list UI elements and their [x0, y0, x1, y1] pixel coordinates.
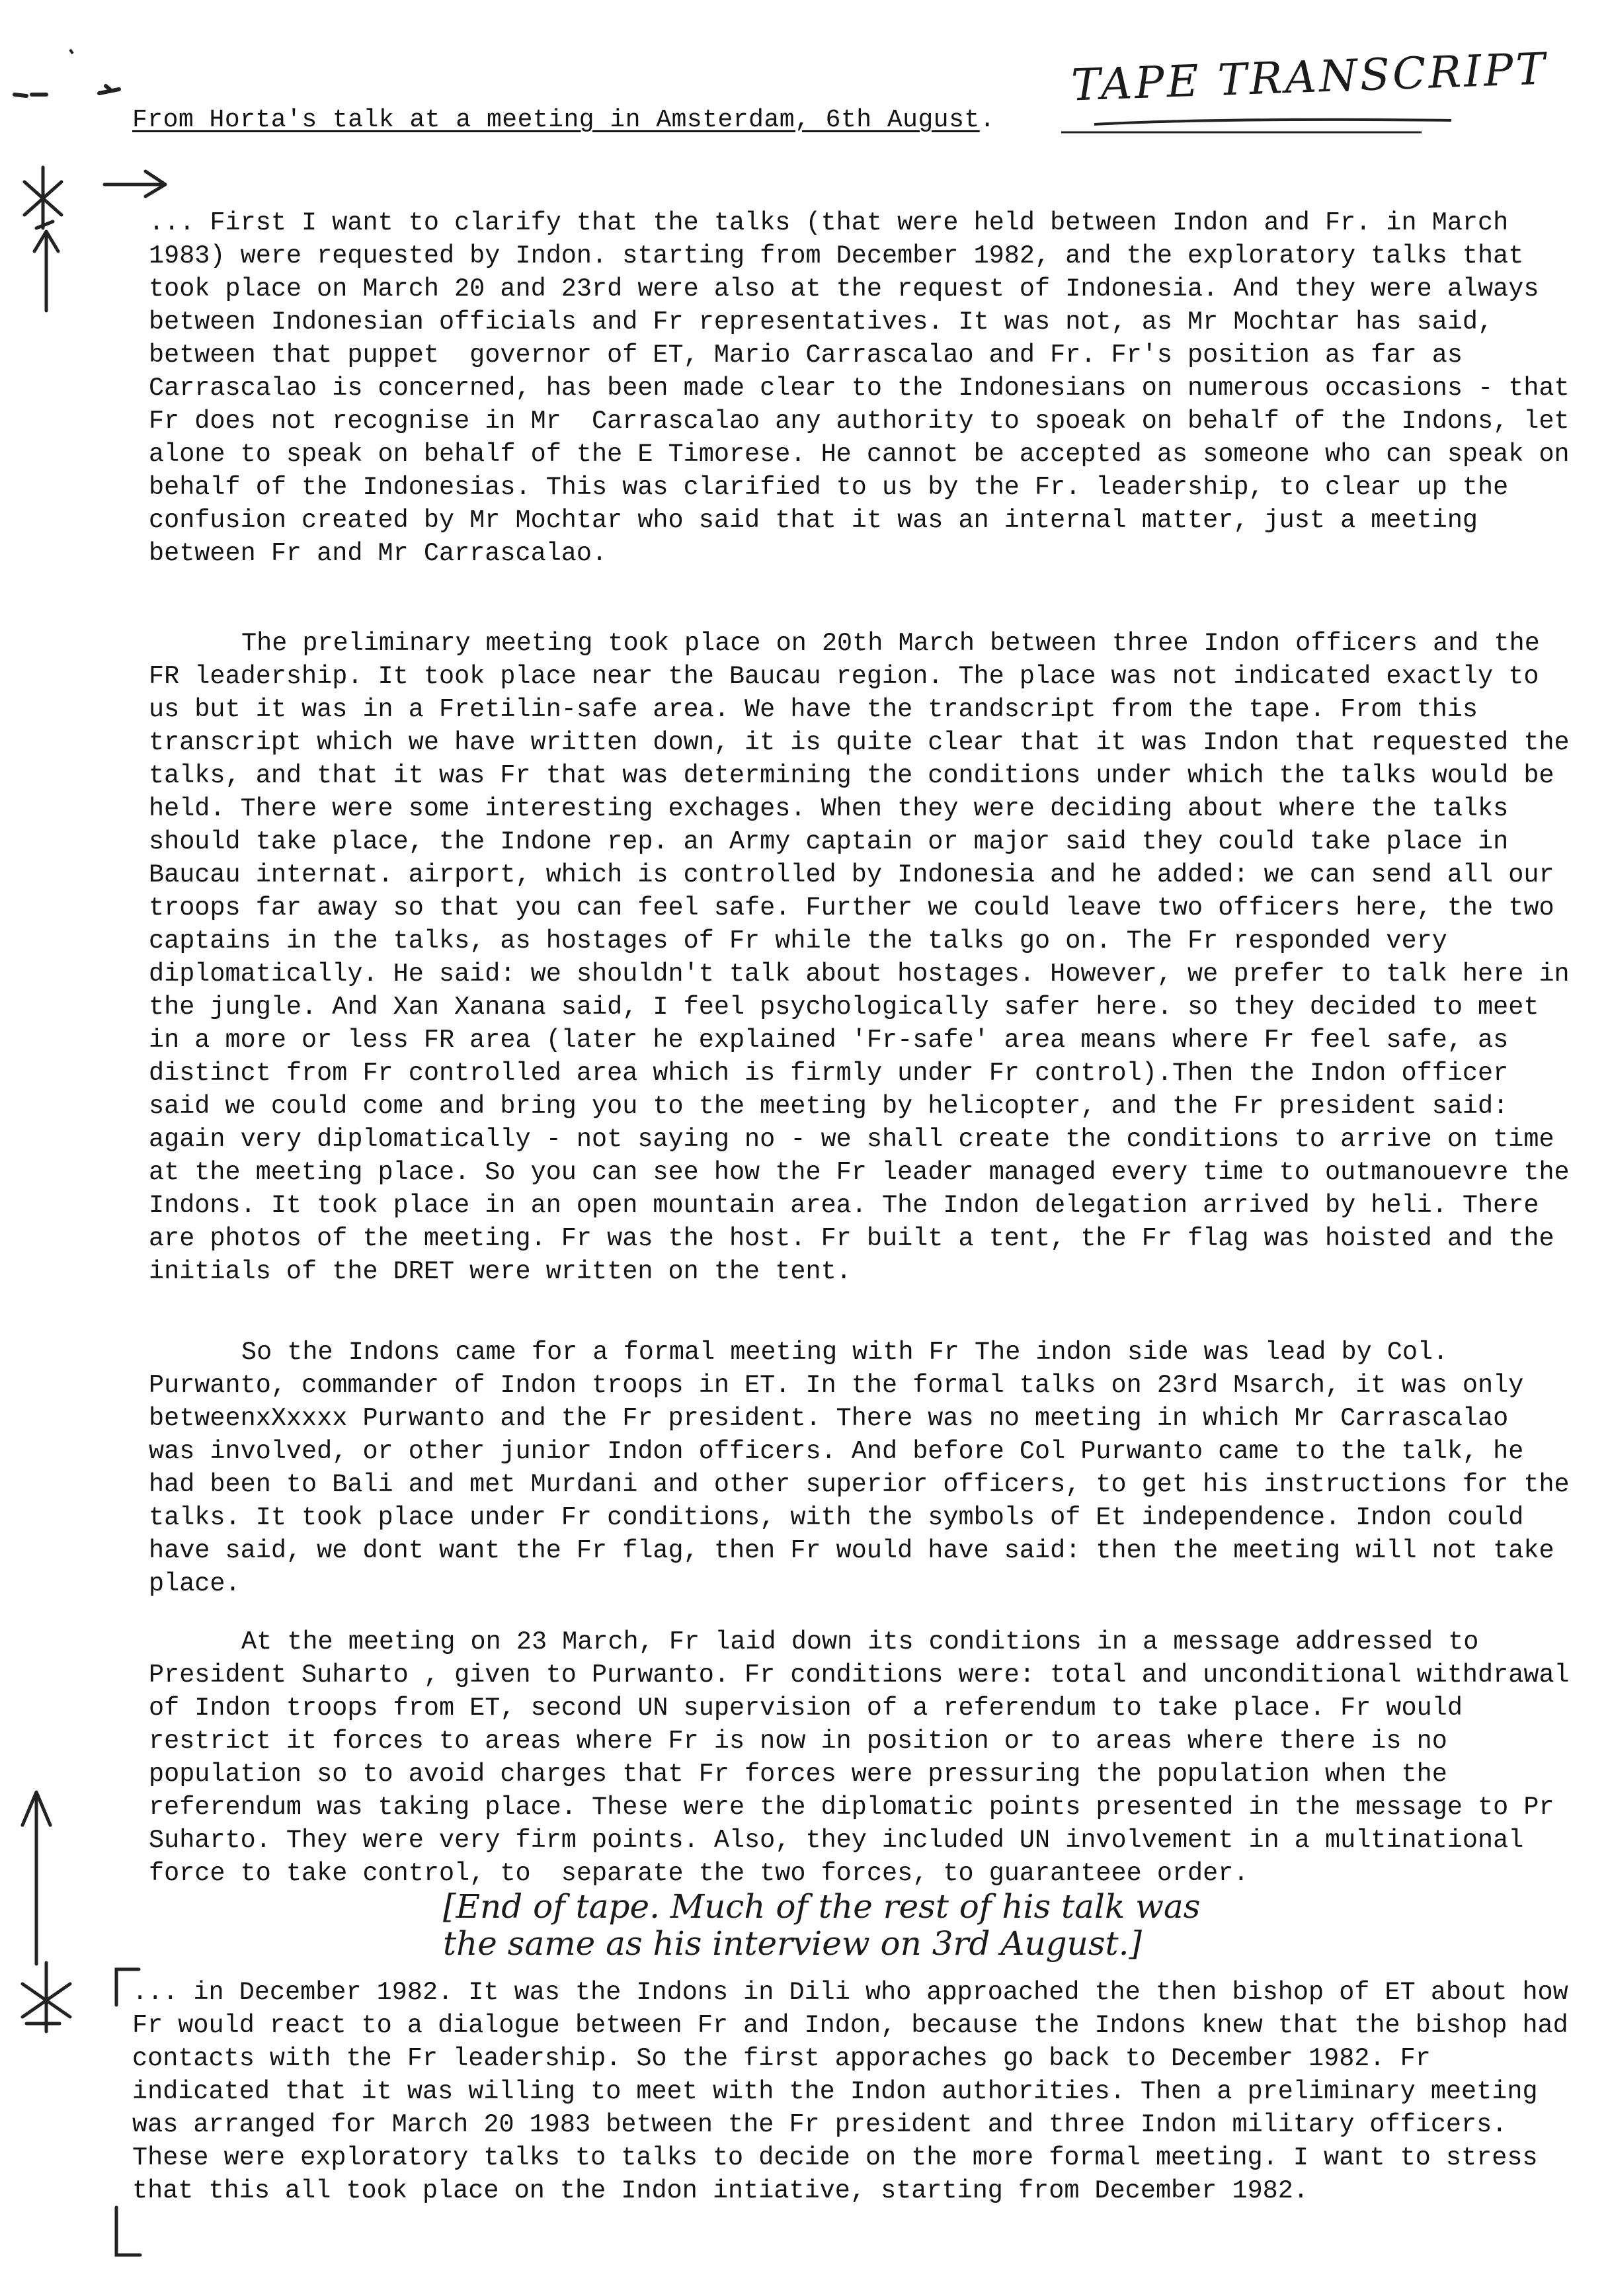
heading-text: From Horta's talk at a meeting in Amsterdam, 6th August	[132, 106, 980, 134]
end-of-tape-note: [End of tape. Much of the rest of his talk was the same as his interview on 3rd August.]	[443, 1887, 1201, 1963]
heading-period: .	[979, 106, 996, 134]
paragraph-2: The preliminary meeting took place on 20th March between three Indon officers and the FR leadership. It took place near the Baucau region. The place was not indicated exactly to us but it was in a Fretilin-safe area. We have the trandscript from the tape. From this transcript which we have written down, it is quite clear that it was Indon that requested the talks, and that it was Fr that was determining the conditions under which the talks would be held. There were some interesting exchages. When they were deciding about where the talks should take place, the Indone rep. an Army captain or major said they could take place in Baucau internat. airport, which is controlled by Indonesia and he added: we can send all our troops far away so that you can feel safe. Further we could leave two officers here, the two captains in the talks, as hostages of Fr while the talks go on. The Fr responded very diplomatically. He said: we shouldn't talk about hostages. However, we prefer to talk here in the jungle. And Xan Xanana said, I feel psychologically safer here. so they decided to meet in a more or less FR area (later he explained 'Fr-safe' area means where Fr feel safe, as distinct from Fr controlled area which is firmly under Fr control).Then the Indon officer said we could come and bring you to the meeting by helicopter, and the Fr president said: again very diplomatically - not saying no - we shall create the conditions to arrive on time at the meeting place. So you can see how the Fr leader managed every time to outmanouevre the Indons. It took place in an open mountain area. The Indon delegation arrived by heli. There are photos of the meeting. Fr was the host. Fr built a tent, the Fr flag was hoisted and the initials of the DRET were written on the tent.	[149, 629, 1585, 1286]
paragraph-4: At the meeting on 23 March, Fr laid down its conditions in a message addressed to President Suharto , given to Purwanto. Fr conditions were: total and unconditional withdrawal of Indon troops from ET, second UN supervision of a referendum to take place. Fr would restrict it forces to areas where Fr is now in position or to areas where there is no population so to avoid charges that Fr forces were pressuring the population when the referendum was taking place. These were the diplomatic points presented in the message to Pr Suharto. They were very firm points. Also, they included UN involvement in a multinational force to take control, to separate the two forces, to guaranteee order.	[149, 1627, 1585, 1888]
document-heading	[132, 106, 995, 134]
asterisk-mark-icon	[17, 162, 69, 235]
asterisk-mark-icon	[13, 1957, 79, 2037]
arrow-up-icon	[13, 1785, 60, 1971]
paragraph-3: So the Indons came for a formal meeting with Fr The indon side was lead by Col. Purwanto, commander of Indon troops in ET. In the formal talks on 23rd Msarch, it was only betweenxXxxxx Purwanto and the Fr president. There was no meeting in which Mr Carrascalao was involved, or other junior Indon officers. And before Col Purwanto came to the talk, he had been to Bali and met Murdani and other superior officers, to get his instructions for the talks. It took place under Fr conditions, with the symbols of Et independence. Indon could have said, we dont want the Fr flag, then Fr would have said: then the meeting will not take place.	[149, 1338, 1585, 1598]
paragraph-1: ... First I want to clarify that the talks (that were held between Indon and Fr. in March 1983) were requested by Indon. starting from December 1982, and the exploratory talks that took place on March 20 and 23rd were also at the request of Indonesia. And they were always between Indonesian officials and Fr representatives. It was not, as Mr Mochtar has said, between that puppet governor of ET, Mario Carrascalao and Fr. Fr's position as far as Carrascalao is concerned, has been made clear to the Indonesians on numerous occasions - that Fr does not recognise in Mr Carrascalao any authority to spoeak on behalf of the Indons, let alone to speak on behalf of the E Timorese. He cannot be accepted as someone who can speak on behalf of the Indonesias. This was clarified to us by the Fr. leadership, to clear up the confusion created by Mr Mochtar who said that it was an internal matter, just a meeting between Fr and Mr Carrascalao.	[149, 208, 1585, 568]
arrow-right-icon	[99, 162, 172, 202]
tape-transcript-label: TAPE TRANSCRIPT	[1070, 43, 1548, 111]
arrow-up-icon	[26, 225, 66, 317]
paragraph-5: ... in December 1982. It was the Indons in Dili who approached the then bishop of ET about how Fr would react to a dialogue between Fr and Indon, because the Indons knew that the bishop had contacts with the Fr leadership. So the first apporaches go back to December 1982. Fr indicated that it was willing to meet with the Indon authorities. Then a preliminary meeting was arranged for March 20 1983 between the Fr president and three Indon military officers. These were exploratory talks to talks to decide on the more formal meeting. I want to stress that this all took place on the Indon intiative, starting from December 1982.	[132, 1978, 1584, 2205]
heading-underline-extension-icon	[1058, 126, 1428, 139]
bracket-mark-icon	[106, 2202, 145, 2262]
stray-marks-icon	[7, 36, 132, 102]
